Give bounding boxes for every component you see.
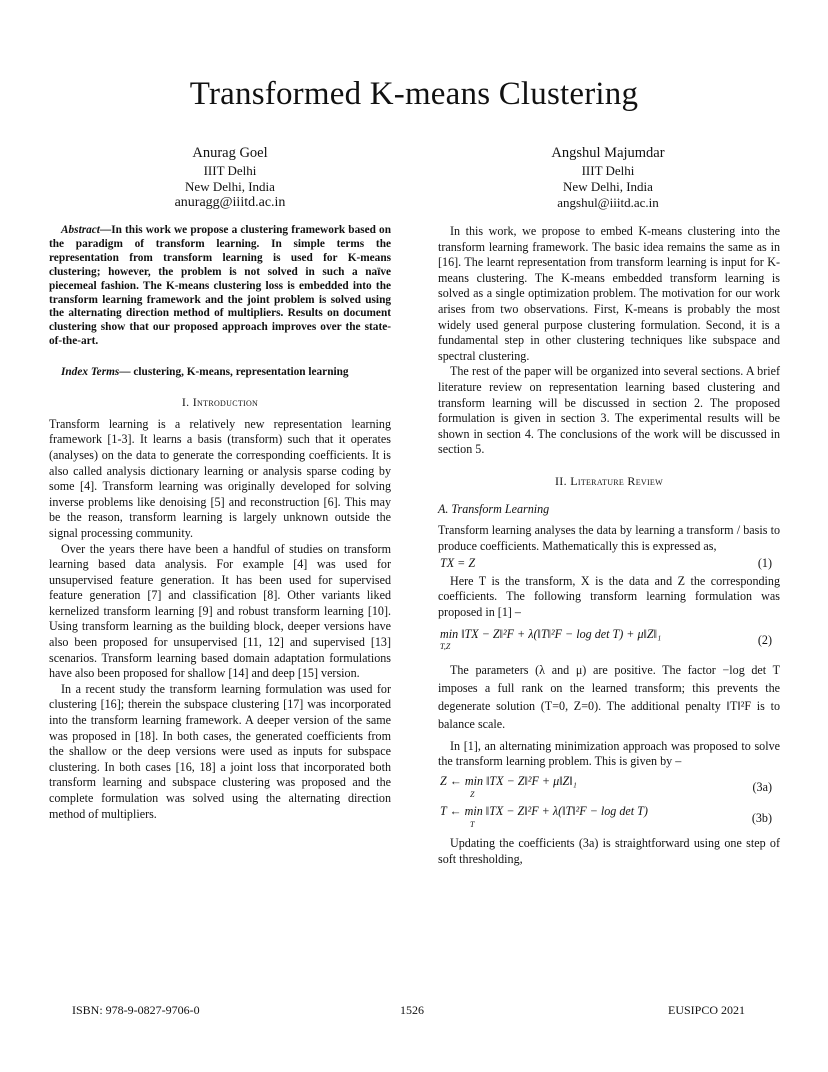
section-heading-introduction <box>49 395 391 411</box>
abstract <box>49 224 391 349</box>
equation-number: (1) <box>757 556 772 571</box>
equation-number: (2) <box>757 632 772 647</box>
right-paragraph-2: The rest of the paper will be organized into several sections. A brief literature review on representation learning based clustering and transform learning will be discussed in section 2. The proposed formulation is given in section 3. The experimental results will be shown in section 4. The conclusions of the work will be discussed in section 5. <box>438 364 780 457</box>
lit-paragraph-2: Here T is the transform, X is the data and Z the corresponding coefficients. The following transform learning formulation was proposed in [1] – <box>438 573 780 620</box>
footer-page-number: 1526 <box>400 1003 424 1017</box>
author-name: Angshul Majumdar <box>551 145 665 161</box>
lit-paragraph-4: In [1], an alternating minimization approach was proposed to solve the transform learning problem. This is given by – <box>438 738 780 769</box>
equation-body: min ‖TX − Z‖²F + λ(‖T‖²F − log det T) + μ‖Z‖₁ <box>440 626 662 641</box>
subsection-heading: A. Transform Learning <box>438 501 550 516</box>
author-location: New Delhi, India <box>185 179 275 194</box>
index-terms <box>49 365 391 379</box>
author-affiliation: IIIT Delhi <box>203 163 257 178</box>
section-numeral: II. <box>555 473 571 488</box>
equation-2 <box>438 627 780 655</box>
equation-number: (3b) <box>751 810 772 825</box>
right-paragraph-1: In this work, we propose to embed K-means clustering into the transform learning framework. The basic idea remains the same as in [16]. The learnt representation from transform learning is input for K-means clustering. The K-means embedded transform learning is solved as a single optimization problem. The motivation for our work arises from two observations. First, K-means is probably the most widely used general purpose clustering formulation. Second, it is a fundamental step in other clustering techniques like subspace and spectral clustering. <box>438 224 780 363</box>
author-email: angshul@iiitd.ac.in <box>557 195 659 210</box>
footer-isbn: ISBN: 978-9-0827-9706-0 <box>72 1003 200 1017</box>
equation-body: TX = Z <box>440 556 476 571</box>
abstract-label: Abstract <box>61 224 100 236</box>
equation-1 <box>438 556 780 572</box>
section-title: Introduction <box>192 395 259 410</box>
author-email: anuragg@iiitd.ac.in <box>174 195 286 210</box>
author-affiliation: IIIT Delhi <box>581 163 635 178</box>
index-terms-text: — clustering, K-means, representation learning <box>119 366 349 379</box>
paper-title: Transformed K-means Clustering <box>189 76 639 112</box>
left-column <box>49 224 391 822</box>
section-heading-literature-review <box>438 474 780 490</box>
lit-paragraph-1: Transform learning analyses the data by learning a transform / basis to produce coefficients. Mathematically this is expressed as, <box>438 523 780 553</box>
section-title: Literature Review <box>570 473 663 488</box>
equation-subscript: Z <box>470 789 475 799</box>
author-block-1 <box>100 143 360 211</box>
intro-paragraph-1: Transform learning is a relatively new representation learning framework [1-3]. It learns a basis (transform) such that it operates (analyses) on the data to generate the corresponding coefficients. It is also called analysis dictionary learning or analysis sparse coding by some [4]. Transform learning was originally developed for solving inverse problems like denoising [5] and reconstruction [6]. This may be the reason, transform learning is largely unknown outside the signal processing community. <box>49 416 391 540</box>
equation-body: Z ← min ‖TX − Z‖²F + μ‖Z‖₁ <box>440 774 577 789</box>
intro-paragraph-2: Over the years there have been a handful of studies on transform learning based data analysis. For example [4] was used for unsupervised feature generation. It has been used for supervised feature generation [7] and classification [8]. Other variants liked kernelized transform learning [9] and robust transform learning [10]. Using transform learning as the building block, deeper versions have also been proposed for unsupervised [11, 12] and supervised [13] scenarios. Transform learning based domain adaptation formulations have also been proposed for shallow [14] and deep [15] version. <box>49 541 391 681</box>
lit-paragraph-3: The parameters (λ and μ) are positive. The factor −log det T imposes a full rank on the learned transform; this prevents the degenerate solution (T=0, Z=0). The additional penalty ‖T‖²F is to balance scale. <box>438 662 780 731</box>
right-column <box>438 224 780 868</box>
intro-paragraph-3: In a recent study the transform learning formulation was used for clustering [16]; therein the subspace clustering [17] was incorporated into the transform learning framework. A deeper version of the same was proposed in [18]. In both cases, the generated coefficients from the shallow or the deep versions were used as inputs for subspace clustering. In both cases [16, 18] a joint loss that incorporated both transform learning and subspace clustering was proposed and the complete formulation was solved using the alternating direction method of multipliers. <box>49 681 391 821</box>
footer-venue: EUSIPCO 2021 <box>668 1003 746 1017</box>
lit-paragraph-5: Updating the coefficients (3a) is straightforward using one step of soft thresholding, <box>438 836 780 866</box>
author-name: Anurag Goel <box>192 145 268 161</box>
abstract-text: —In this work we propose a clustering framework based on the paradigm of transform learning. In simple terms the representation from transform learning is used for K-means clustering; however, the problem is not solved in such a naïve piecemeal fashion. The K-means clustering loss is embedded into the transform learning framework and the joint problem is solved using the alternating direction method of multipliers. Results on document clustering show that our proposed approach improves over the state-of-the-art. <box>49 224 391 348</box>
equation-3a <box>438 774 780 802</box>
index-terms-label: Index Terms <box>61 366 120 379</box>
author-block-2 <box>478 143 738 211</box>
equation-body: T ← min ‖TX − Z‖²F + λ(‖T‖²F − log det T) <box>440 804 648 819</box>
section-numeral: I. <box>181 395 193 410</box>
equation-subscript: T,Z <box>440 642 451 652</box>
equation-number: (3a) <box>752 780 772 795</box>
equation-3b <box>438 804 780 832</box>
equation-subscript: T <box>470 819 475 829</box>
author-location: New Delhi, India <box>563 179 653 194</box>
